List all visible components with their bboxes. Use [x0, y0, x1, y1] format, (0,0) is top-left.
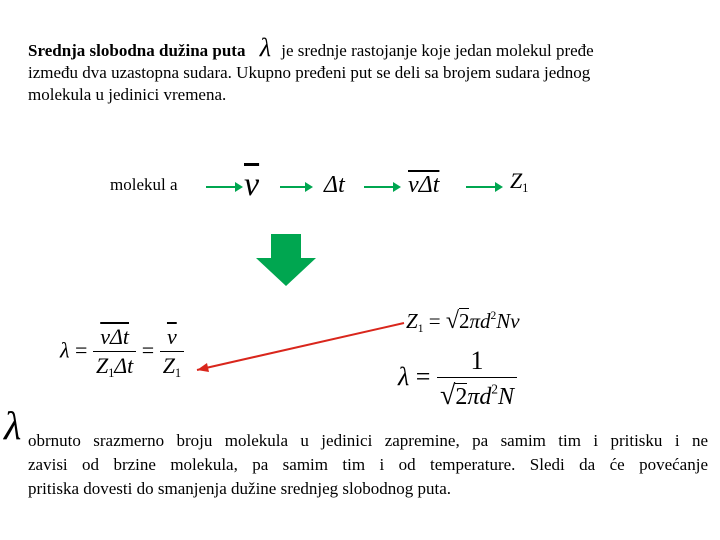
fraction-vdt-over-z1dt: $\frac{\overline{v\Delta t}}{Z_1\Delta t}$ — [93, 324, 136, 381]
formula-lambda: λ = $\frac{1}{√2\pi d^2N}$ — [398, 346, 517, 412]
fraction-v-over-z1: $\frac{\overline{v}}{Z_1}$ — [160, 324, 184, 381]
conclusion-line2: zavisi od brzine molekula, pa samim tim i od temperature. Sledi da će povećanje — [28, 455, 708, 474]
flow-item-delta-t: Δt — [324, 172, 345, 198]
conclusion-line3: pritiska dovesti do smanjenja dužine srednjeg slobodnog puta. — [28, 479, 452, 498]
intro-line3: molekula u jedinici vremena. — [28, 85, 227, 104]
intro-line2: između dva uzastopna sudara. Ukupno pređeni put se deli sa brojem sudara jednog — [28, 63, 591, 82]
lambda-symbol-large: λ — [4, 403, 22, 448]
flow-item-v-delta-t: $\overline{v\Delta t}$ — [408, 172, 440, 198]
formula-z1: $Z_1 = √2\pi d^2Nv$ — [406, 308, 520, 336]
flow-item-z1: $Z_1$ — [510, 168, 529, 196]
intro-bold-lead: Srednja slobodna dužina puta — [28, 41, 246, 60]
flow-label: molekul a — [110, 175, 178, 194]
lambda-symbol: λ — [259, 33, 271, 62]
flow-item-v: $\overline{v}$ — [244, 166, 260, 203]
formula-lambda-mean: λ = $\frac{\overline{v\Delta t}}{Z_1\Delta t}$ = $\frac{\overline{v}}{Z_1}$ — [60, 324, 184, 381]
intro-line1-rest: je srednje rastojanje koje jedan molekul pređe — [281, 41, 594, 60]
conclusion-line1: obrnuto srazmerno broju molekula u jedinici zapremine, pa samim tim i pritisku i ne — [28, 431, 708, 450]
